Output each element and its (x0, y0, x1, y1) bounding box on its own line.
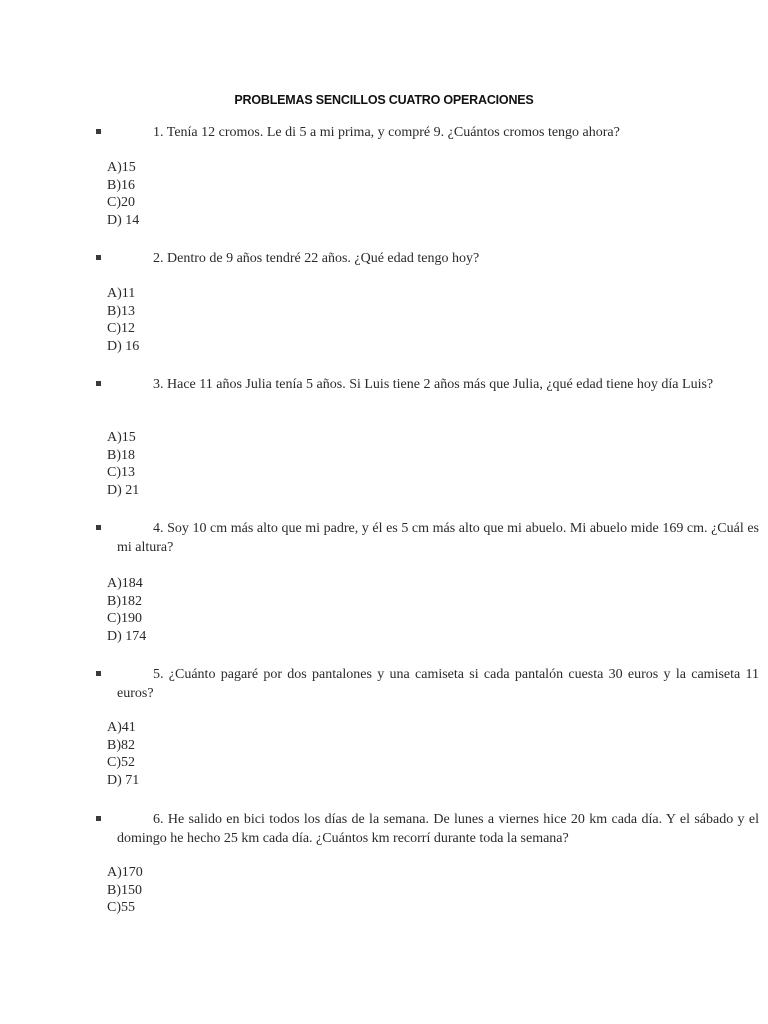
option-b: B)13 (107, 303, 135, 319)
option-d: D) 14 (107, 213, 140, 229)
option-b: B)182 (107, 593, 142, 609)
question-text: 1. Tenía 12 cromos. Le di 5 a mi prima, y compré 9. ¿Cuántos cromos tengo ahora? (153, 125, 620, 140)
option-b: B)16 (107, 177, 135, 193)
square-bullet-icon (96, 255, 101, 260)
square-bullet-icon (96, 381, 101, 386)
question-text: 6. He salido en bici todos los días de la semana. De lunes a viernes hice 20 km cada día. Y el sábado y el domingo he hecho 25 km cada día. ¿Cuántos km recorrí durante toda la semana? (117, 812, 759, 846)
option-c: C)190 (107, 611, 142, 627)
answer-options (107, 159, 139, 230)
option-a: A)184 (107, 576, 143, 591)
option-a: A)170 (107, 865, 143, 880)
option-d: D) 21 (107, 483, 140, 499)
option-d: D) 71 (107, 773, 140, 789)
square-bullet-icon (96, 816, 101, 821)
question-text: 2. Dentro de 9 años tendré 22 años. ¿Qué edad tengo hoy? (153, 251, 480, 266)
option-c: C)12 (107, 321, 135, 337)
answer-options (107, 429, 139, 500)
option-a: A)15 (107, 430, 136, 445)
option-a: A)15 (107, 160, 136, 175)
option-b: B)18 (107, 447, 135, 463)
option-a: A)41 (107, 720, 136, 735)
option-b: B)150 (107, 882, 142, 898)
square-bullet-icon (96, 671, 101, 676)
question-text: 4. Soy 10 cm más alto que mi padre, y él es 5 cm más alto que mi abuelo. Mi abuelo mide 169 cm. ¿Cuál es mi altura? (117, 521, 759, 555)
square-bullet-icon (96, 129, 101, 134)
document-title: PROBLEMAS SENCILLOS CUATRO OPERACIONES (234, 93, 534, 107)
answer-options (107, 575, 146, 646)
option-c: C)55 (107, 900, 135, 916)
option-a: A)11 (107, 286, 136, 301)
option-c: C)20 (107, 195, 135, 211)
answer-options (107, 864, 143, 917)
option-d: D) 16 (107, 339, 140, 355)
option-c: C)52 (107, 755, 135, 771)
question-text: 3. Hace 11 años Julia tenía 5 años. Si Luis tiene 2 años más que Julia, ¿qué edad tiene hoy día Luis? (153, 377, 714, 392)
answer-options (107, 719, 139, 790)
option-c: C)13 (107, 465, 135, 481)
option-b: B)82 (107, 737, 135, 753)
square-bullet-icon (96, 525, 101, 530)
option-d: D) 174 (107, 629, 147, 645)
question-text: 5. ¿Cuánto pagaré por dos pantalones y una camiseta si cada pantalón cuesta 30 euros y la camiseta 11 euros? (117, 667, 759, 701)
answer-options (107, 285, 139, 356)
